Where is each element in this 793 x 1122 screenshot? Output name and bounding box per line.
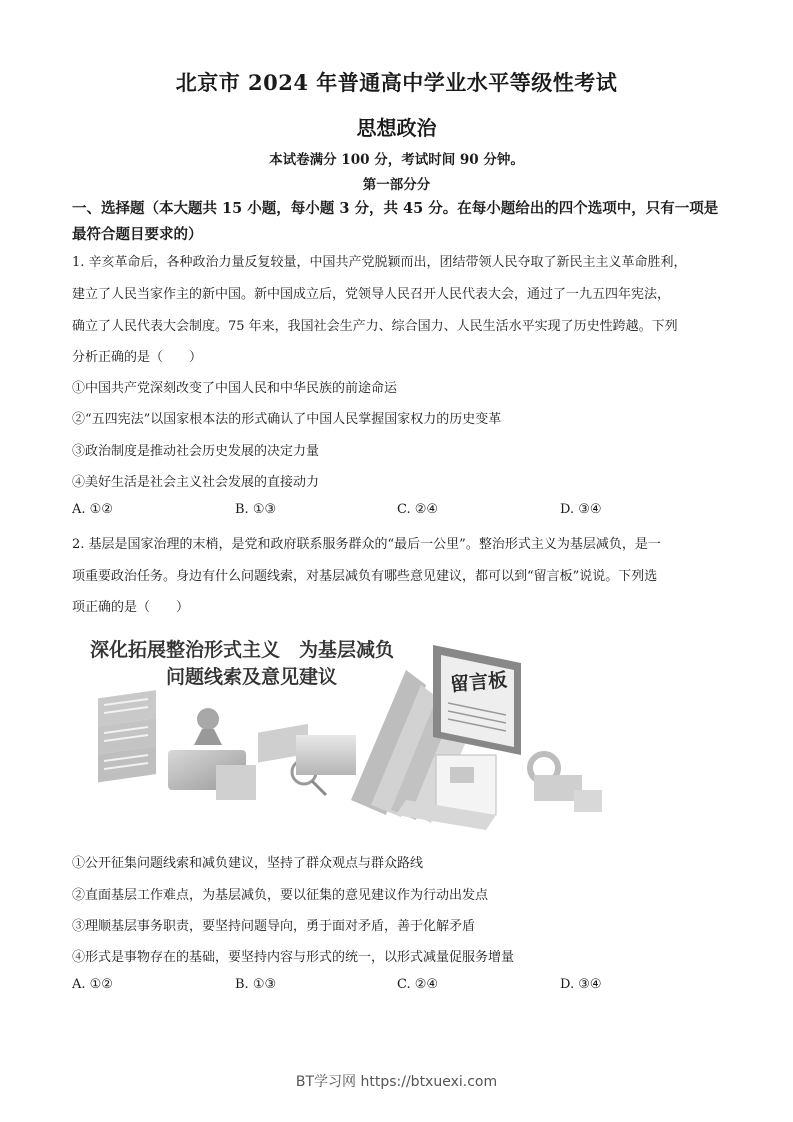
q1-stem-line-3: 确立了人民代表大会制度。75 年来，我国社会生产力、综合国力、人民生活水平实现了历史性跨越。下列 — [72, 319, 678, 334]
part-heading: 第一部分分 — [362, 177, 431, 193]
stamp-icon — [168, 708, 256, 800]
q1-stem-line-2: 建立了人民当家作主的新中国。新中国成立后，党领导人民召开人民代表大会，通过了一九五四年宪法， — [72, 287, 671, 302]
q1-statement-1: ①中国共产党深刻改变了中国人民和中华民族的前途命运 — [72, 381, 398, 396]
q1-statement-4: ④美好生活是社会主义社会发展的直接动力 — [72, 475, 320, 490]
exam-title: 北京市 2024 年普通高中学业水平等级性考试 — [175, 70, 618, 95]
q2-option-c[interactable]: C. ②④ — [397, 977, 439, 992]
q2-stem-line-1: 2. 基层是国家治理的末梢，是党和政府联系服务群众的“最后一公里”。整治形式主义为基层减负，是一 — [72, 537, 661, 552]
q1-stem-line-4: 分析正确的是（ ） — [72, 350, 203, 365]
q2-illustration — [86, 625, 606, 835]
q2-option-d[interactable]: D. ③④ — [560, 977, 602, 992]
q2-option-a[interactable]: A. ①② — [72, 977, 113, 992]
q1-option-a[interactable]: A. ①② — [72, 502, 113, 517]
subject-title: 思想政治 — [356, 116, 437, 140]
q2-statement-1: ①公开征集问题线索和减负建议，坚持了群众观点与群众路线 — [72, 856, 424, 871]
document-stack-icon — [98, 690, 156, 782]
q1-statement-2: ②“五四宪法”以国家根本法的形式确认了中国人民掌握国家权力的历史变革 — [72, 412, 502, 427]
q2-stem-line-2: 项重要政治任务。身边有什么问题线索，对基层减负有哪些意见建议，都可以到“留言板”说说。下列选 — [72, 569, 658, 584]
q1-option-c[interactable]: C. ②④ — [397, 502, 439, 517]
message-board-monitor-icon — [433, 645, 521, 755]
message-board-label: 留言板 — [449, 669, 509, 697]
q1-option-b[interactable]: B. ①③ — [235, 502, 277, 517]
q1-statement-3: ③政治制度是推动社会历史发展的决定力量 — [72, 444, 320, 459]
q2-statement-3: ③理顺基层事务职责，要坚持问题导向，勇于面对矛盾，善于化解矛盾 — [72, 919, 476, 934]
q2-statement-2: ②直面基层工作难点，为基层减负，要以征集的意见建议作为行动出发点 — [72, 888, 489, 903]
footer-watermark: BT学习网 https://btxuexi.com — [295, 1074, 498, 1090]
q2-stem-line-3: 项正确的是（ ） — [72, 600, 190, 615]
figure-caption-line-1: 深化拓展整治形式主义 为基层减负 — [90, 639, 395, 661]
q1-stem-line-1: 1. 辛亥革命后，各种政治力量反复较量，中国共产党脱颖而出，团结带领人民夺取了新民主主义革命胜利， — [72, 255, 687, 270]
figure-caption-line-2: 问题线索及意见建议 — [166, 666, 338, 688]
magnifier-icon — [258, 724, 356, 795]
q2-option-b[interactable]: B. ①③ — [235, 977, 277, 992]
q1-option-d[interactable]: D. ③④ — [560, 502, 602, 517]
section-heading: 一、选择题（本大题共 15 小题，每小题 3 分，共 45 分。在每小题给出的四个选项中，只有一项是最符合题目要求的） — [72, 200, 719, 243]
gear-icon — [530, 754, 602, 812]
exam-note: 本试卷满分 100 分，考试时间 90 分钟。 — [269, 152, 524, 168]
q2-statement-4: ④形式是事物存在的基础，要坚持内容与形式的统一，以形式减量促服务增量 — [72, 950, 515, 965]
